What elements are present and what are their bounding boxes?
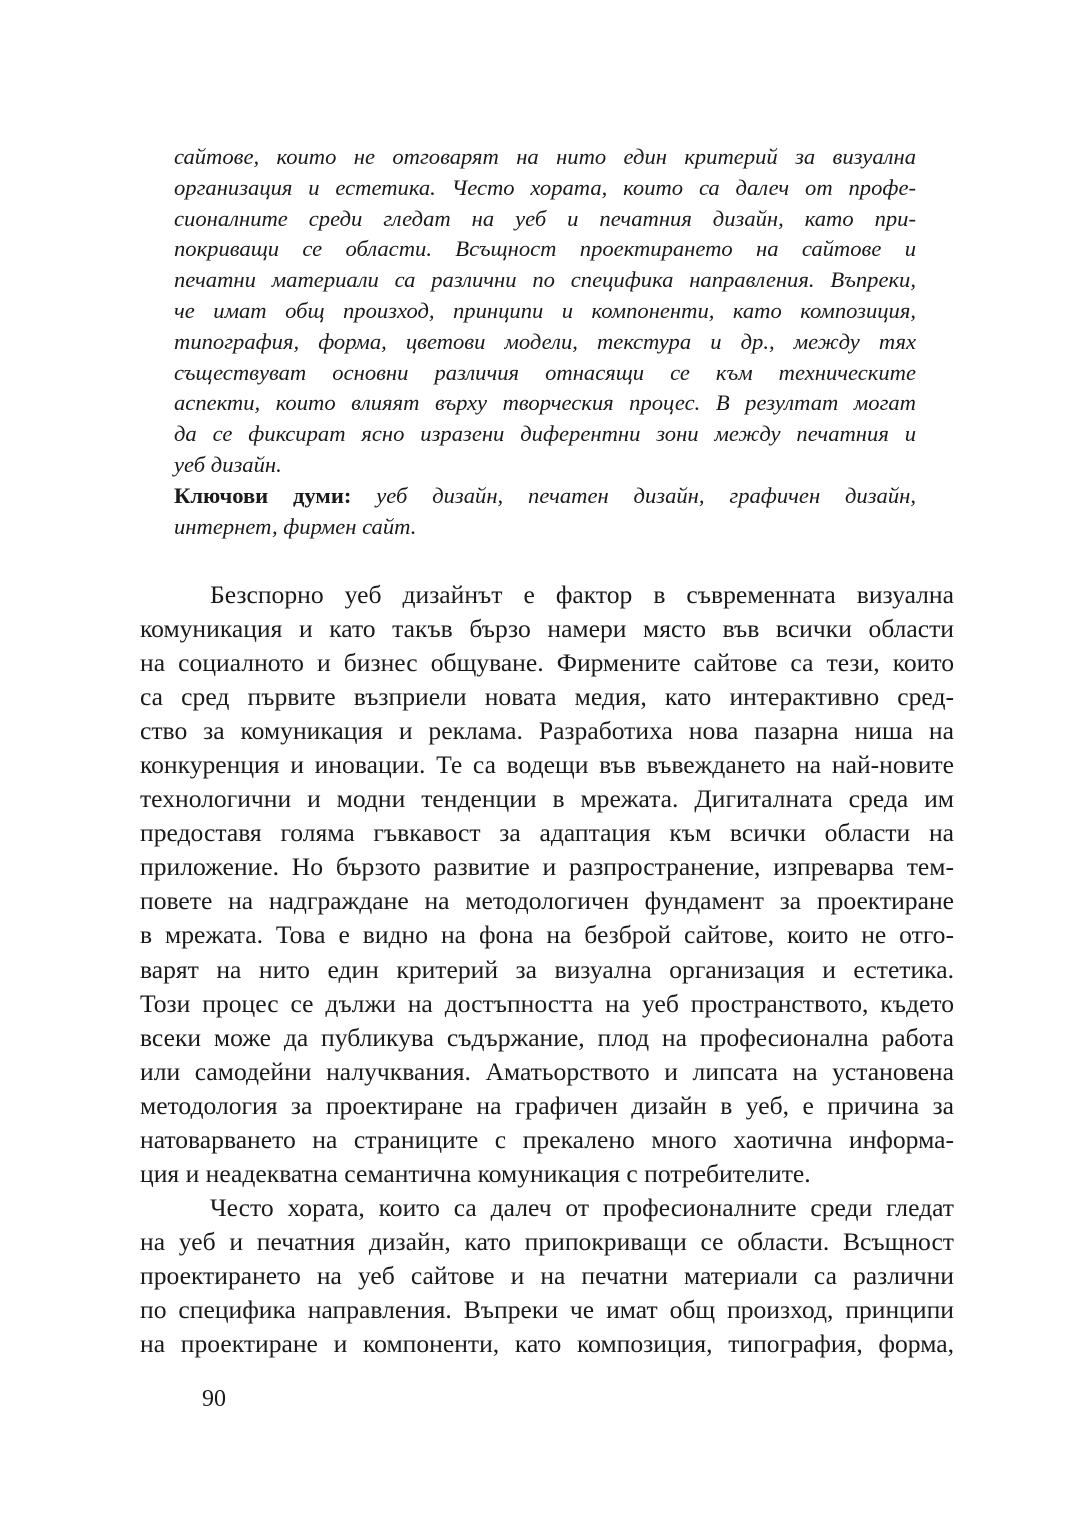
abstract-line: аспекти, които влияят върху творческия процес. В резултат могат xyxy=(174,390,916,416)
body-line: приложение. Но бързото развитие и разпространение, изпреварва тем- xyxy=(140,852,954,882)
body-line: повете на надграждане на методологичен фундамент за проектиране xyxy=(140,886,954,916)
abstract-line: типография, форма, цветови модели, текстура и др., между тях xyxy=(174,328,916,354)
body-line: технологични и модни тенденции в мрежата. Дигиталната среда им xyxy=(140,784,954,814)
body-line: в мрежата. Това е видно на фона на безброй сайтове, които не отго- xyxy=(140,920,954,950)
abstract-line: сайтове, които не отговарят на нито един критерий за визуална xyxy=(174,144,916,169)
keywords-text: уеб дизайн, печатен дизайн, графичен дизайн, xyxy=(376,482,916,508)
body-line: на социалното и бизнес общуване. Фирмените сайтове са тези, които xyxy=(140,648,954,678)
abstract-line: покриващи се области. Всъщност проектирането на сайтове и xyxy=(174,236,916,262)
abstract-line: да се фиксират ясно изразени диферентни зони между печатния и xyxy=(174,421,916,447)
body-line: ция и неадекватна семантична комуникация с потребителите. xyxy=(140,1158,811,1188)
body-line: всеки може да публикува съдържание, плод на професионална работа xyxy=(140,1022,954,1052)
page-number: 90 xyxy=(202,1386,226,1412)
keywords-line-2: интернет, фирмен сайт. xyxy=(174,513,417,539)
body-line: ство за комуникация и реклама. Разработиха нова пазарна ниша на xyxy=(140,716,954,746)
body-line: варят на нито един критерий за визуална организация и естетика. xyxy=(140,954,954,984)
body-line: Често хората, които са далеч от професионалните среди гледат xyxy=(210,1192,954,1222)
body-line: методология за проектиране на графичен дизайн в уеб, е причина за xyxy=(140,1090,954,1120)
abstract xyxy=(174,142,916,542)
abstract-line: организация и естетика. Често хората, които са далеч от профе- xyxy=(174,174,916,200)
abstract-line: съществуват основни различия отнасящи се към техническите xyxy=(174,359,916,385)
body-line: комуникация и като такъв бързо намери място във всички области xyxy=(140,614,954,644)
body-line: по специфика направления. Въпреки че имат общ произход, принципи xyxy=(140,1294,954,1324)
keywords-label: Ключови думи: xyxy=(174,482,352,508)
body-text xyxy=(140,578,954,1361)
body-line: на проектиране и компоненти, като композиция, типография, форма, xyxy=(140,1329,954,1359)
body-line: предоставя голяма гъвкавост за адаптация към всички области на xyxy=(140,818,954,848)
body-line: Този процес се дължи на достъпността на уеб пространството, където xyxy=(140,988,954,1018)
body-line: на уеб и печатния дизайн, като припокриващи се области. Всъщност xyxy=(140,1226,954,1256)
body-line: конкуренция и иновации. Те са водещи във въвеждането на най-новите xyxy=(140,750,954,780)
body-line: проектирането на уеб сайтове и на печатни материали са различни xyxy=(140,1260,954,1290)
abstract-line: че имат общ произход, принципи и компоненти, като композиция, xyxy=(174,297,916,323)
abstract-line: печатни материали са различни по специфика направления. Въпреки, xyxy=(174,267,916,293)
body-line: са сред първите възприели новата медия, като интерактивно сред- xyxy=(140,682,954,712)
abstract-line: уеб дизайн. xyxy=(174,451,282,477)
body-line: или самодейни налучквания. Аматьорството и липсата на установена xyxy=(140,1056,954,1086)
body-line: натоварването на страниците с прекалено много хаотична информа- xyxy=(140,1124,954,1154)
body-line: Безспорно уеб дизайнът е фактор в съвременната визуална xyxy=(210,580,954,609)
keywords-line xyxy=(174,481,916,512)
abstract-line: сионалните среди гледат на уеб и печатния дизайн, като при- xyxy=(174,205,916,231)
